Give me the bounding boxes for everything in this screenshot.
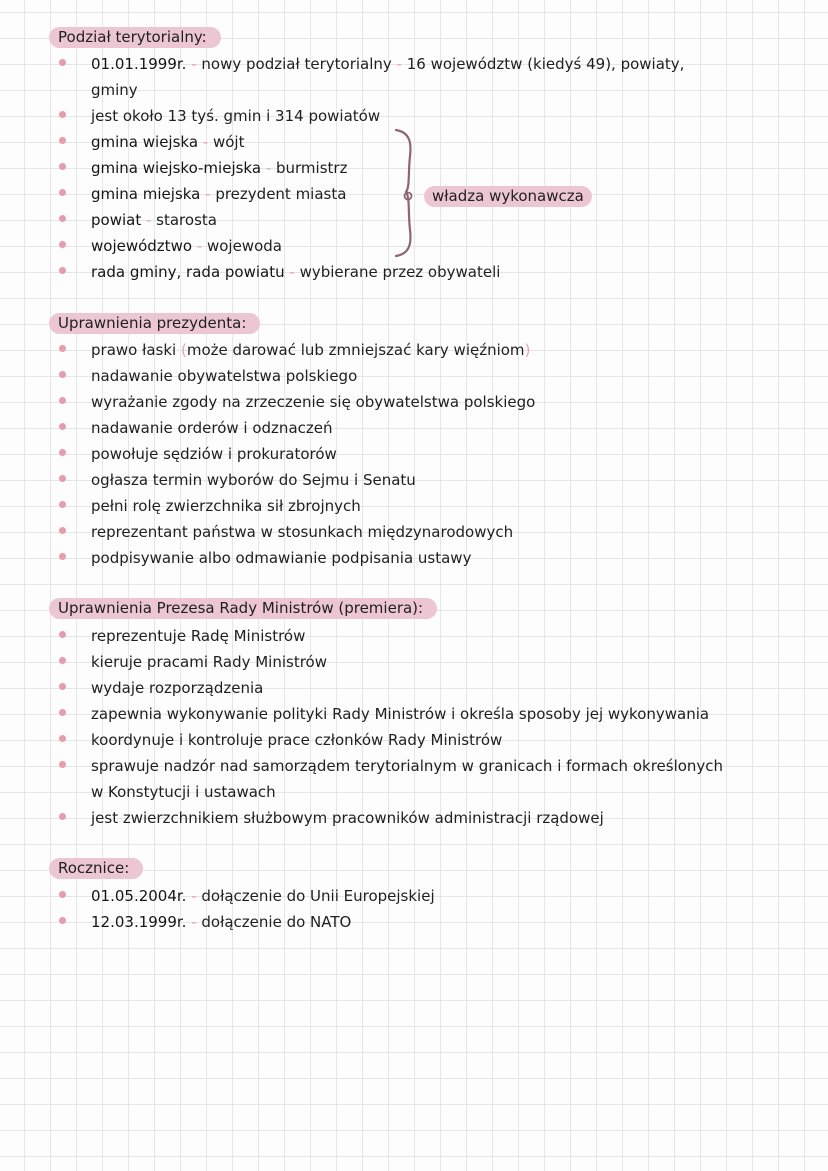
bullet-icon: [59, 475, 66, 482]
bullet-icon: [59, 345, 66, 352]
item-text: zapewnia wykonywanie polityki Rady Ministrów i określa sposoby jej wykonywania: [91, 705, 710, 723]
section-heading: Uprawnienia prezydenta:: [49, 313, 260, 334]
list-item: [0, 727, 828, 753]
section-heading: Podział terytorialny:: [49, 27, 221, 48]
item-separator: -: [186, 887, 202, 905]
item-term: 01.05.2004r.: [91, 887, 187, 905]
item-text: pełni rolę zwierzchnika sił zbrojnych: [91, 497, 361, 515]
list-item: [0, 363, 828, 389]
list-item: [0, 389, 828, 415]
curly-brace-icon: [390, 126, 424, 260]
item-term: 12.03.1999r.: [91, 913, 187, 931]
list-item: [0, 337, 828, 363]
bullet-icon: [59, 683, 66, 690]
item-description: wybierane przez obywateli: [299, 263, 501, 281]
item-text: sprawuje nadzór nad samorządem terytorialnym w granicach i formach określonych: [91, 757, 724, 775]
item-text: reprezentant państwa w stosunkach międzynarodowych: [91, 523, 514, 541]
bullet-icon: [59, 709, 66, 716]
item-text: nadawanie obywatelstwa polskiego: [91, 367, 358, 385]
item-term: rada gminy, rada powiatu: [91, 263, 285, 281]
list-item: [0, 675, 828, 701]
item-text: prawo łaski: [91, 341, 177, 359]
item-text: jest zwierzchnikiem służbowym pracowników administracji rządowej: [91, 809, 604, 827]
item-separator: -: [391, 55, 407, 73]
bullet-icon: [59, 891, 66, 898]
item-description: prezydent miasta: [215, 185, 347, 203]
bullet-icon: [59, 241, 66, 248]
list-item-continuation: w Konstytucji i ustawach: [91, 783, 276, 801]
item-text: jest około 13 tyś. gmin i 314 powiatów: [91, 107, 381, 125]
list-item: [0, 649, 828, 675]
item-text: nadawanie orderów i odznaczeń: [91, 419, 333, 437]
list-item: [0, 701, 828, 727]
bullet-icon: [59, 631, 66, 638]
item-term: gmina wiejska: [91, 133, 199, 151]
list-item: [0, 441, 828, 467]
bullet-icon: [59, 527, 66, 534]
list-item-continuation: gminy: [91, 81, 138, 99]
bullet-icon: [59, 189, 66, 196]
bullet-icon: [59, 553, 66, 560]
item-term: województwo: [91, 237, 193, 255]
list-item: [0, 805, 828, 831]
item-term: 01.01.1999r.: [91, 55, 187, 73]
item-description: wojewoda: [206, 237, 282, 255]
bullet-icon: [59, 371, 66, 378]
item-text: kieruje pracami Rady Ministrów: [91, 653, 328, 671]
item-separator: -: [186, 913, 202, 931]
item-text: ogłasza termin wyborów do Sejmu i Senatu: [91, 471, 416, 489]
item-description: dołączenie do NATO: [201, 913, 352, 931]
item-separator: -: [261, 159, 276, 177]
bullet-icon: [59, 813, 66, 820]
list-item: [0, 519, 828, 545]
bullet-icon: [59, 917, 66, 924]
list-item: [0, 545, 828, 571]
item-separator: -: [186, 55, 202, 73]
item-separator: -: [192, 237, 207, 255]
bullet-icon: [59, 137, 66, 144]
item-separator: -: [200, 185, 216, 203]
item-description: 16 województw (kiedyś 49), powiaty,: [406, 55, 685, 73]
bullet-icon: [59, 111, 66, 118]
list-item: [0, 493, 828, 519]
bullet-icon: [59, 501, 66, 508]
item-text: podpisywanie albo odmawianie podpisania ustawy: [91, 549, 472, 567]
paren-close: ): [524, 341, 531, 359]
item-separator: -: [198, 133, 213, 151]
bullet-icon: [59, 267, 66, 274]
list-item: [0, 623, 828, 649]
item-text: wydaje rozporządzenia: [91, 679, 264, 697]
list-item: [0, 259, 828, 285]
bullet-icon: [59, 657, 66, 664]
list-item: [0, 909, 828, 935]
item-description: burmistrz: [276, 159, 348, 177]
bullet-icon: [59, 423, 66, 430]
section-heading: Uprawnienia Prezesa Rady Ministrów (premiera):: [49, 598, 437, 619]
list-item: [0, 883, 828, 909]
list-item: [0, 753, 828, 779]
paren-open: (: [176, 341, 187, 359]
section-heading: Rocznice:: [49, 858, 143, 879]
item-term: gmina wiejsko-miejska: [91, 159, 262, 177]
bullet-icon: [59, 761, 66, 768]
item-description: wójt: [212, 133, 245, 151]
bullet-icon: [59, 59, 66, 66]
bullet-icon: [59, 449, 66, 456]
item-text: reprezentuje Radę Ministrów: [91, 627, 306, 645]
item-text: powołuje sędziów i prokuratorów: [91, 445, 337, 463]
item-text: koordynuje i kontroluje prace członków Rady Ministrów: [91, 731, 503, 749]
executive-power-label: władza wykonawcza: [424, 186, 592, 207]
list-item: [0, 415, 828, 441]
item-description: dołączenie do Unii Europejskiej: [201, 887, 435, 905]
item-separator: -: [284, 263, 300, 281]
bullet-icon: [59, 215, 66, 222]
item-description: nowy podział terytorialny: [201, 55, 392, 73]
item-description: starosta: [156, 211, 217, 229]
list-item: [0, 467, 828, 493]
item-separator: -: [141, 211, 157, 229]
bullet-icon: [59, 397, 66, 404]
bullet-icon: [59, 735, 66, 742]
item-term: powiat: [91, 211, 142, 229]
item-term: gmina miejska: [91, 185, 201, 203]
paren-text: może darować lub zmniejszać kary więźniom: [186, 341, 525, 359]
bullet-icon: [59, 163, 66, 170]
list-item: [0, 51, 828, 77]
item-text: wyrażanie zgody na zrzeczenie się obywatelstwa polskiego: [91, 393, 536, 411]
